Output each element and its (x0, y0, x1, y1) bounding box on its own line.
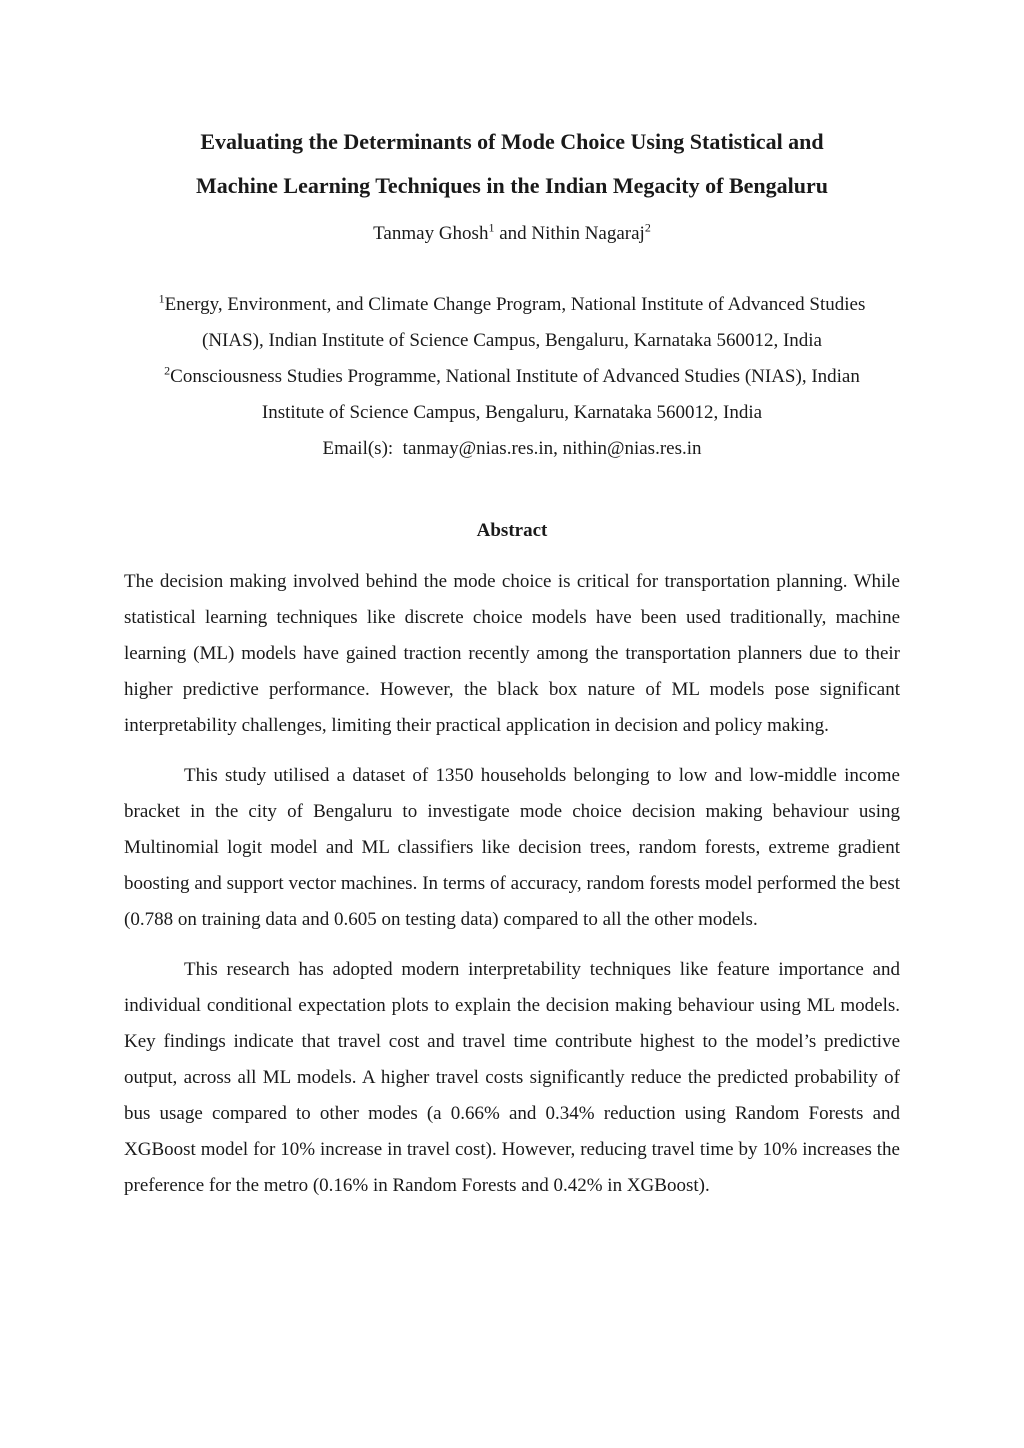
author-list (100, 220, 924, 248)
author-superscript: 2 (644, 220, 651, 235)
author-separator: and (494, 223, 532, 244)
paper-title (100, 120, 924, 208)
affiliation-1-line-2: (NIAS), Indian Institute of Science Campus, Bengaluru, Karnataka 560012, India (202, 330, 822, 351)
title-line-2: Machine Learning Techniques in the Indian Megacity of Bengaluru (196, 173, 828, 198)
affiliation-2-line-2: Institute of Science Campus, Bengaluru, Karnataka 560012, India (261, 402, 763, 423)
abstract-paragraph: This research has adopted modern interpretability techniques like feature importance and individual conditional expectation plots to explain the decision making behaviour using ML models. Key findings indicate that travel cost and travel time contribute highest to the model’s predictive output, across all ML models. A higher travel costs significantly reduce the predicted probability of bus usage compared to other modes (a 0.66% and 0.34% reduction using Random Forests and XGBoost model for 10% increase in travel cost). However, reducing travel time by 10% increases the preference for the metro (0.16% in Random Forests and 0.42% in XGBoost). (124, 959, 900, 1196)
affiliation-superscript: 2 (164, 363, 171, 378)
author-name: Nithin Nagaraj (531, 223, 645, 244)
affiliation-superscript: 1 (158, 291, 165, 306)
affiliations (100, 287, 924, 467)
email-line: Email(s): tanmay@nias.res.in, nithin@nias.res.in (322, 438, 702, 459)
author-superscript: 1 (488, 220, 495, 235)
abstract-body (124, 564, 900, 1218)
title-line-1: Evaluating the Determinants of Mode Choice Using Statistical and (200, 129, 824, 154)
abstract-paragraph: The decision making involved behind the mode choice is critical for transportation planning. While statistical learning techniques like discrete choice models have been used traditionally, machine learning (ML) models have gained traction recently among the transportation planners due to their higher predictive performance. However, the black box nature of ML models pose significant interpretability challenges, limiting their practical application in decision and policy making. (124, 571, 900, 736)
abstract-heading: Abstract (476, 520, 548, 541)
affiliation-2-line-1: $^2$Consciousness Studies Programme, National Institute of Advanced Studies (NIAS), Indian (164, 363, 860, 387)
affiliation-1-line-1: $^1$Energy, Environment, and Climate Change Program, National Institute of Advanced Studies (158, 291, 866, 315)
abstract-paragraph: This study utilised a dataset of 1350 households belonging to low and low-middle income bracket in the city of Bengaluru to investigate mode choice decision making behaviour using Multinomial logit model and ML classifiers like decision trees, random forests, extreme gradient boosting and support vector machines. In terms of accuracy, random forests model performed the best (0.788 on training data and 0.605 on testing data) compared to all the other models. (124, 765, 900, 930)
author-name: Tanmay Ghosh (373, 223, 489, 244)
